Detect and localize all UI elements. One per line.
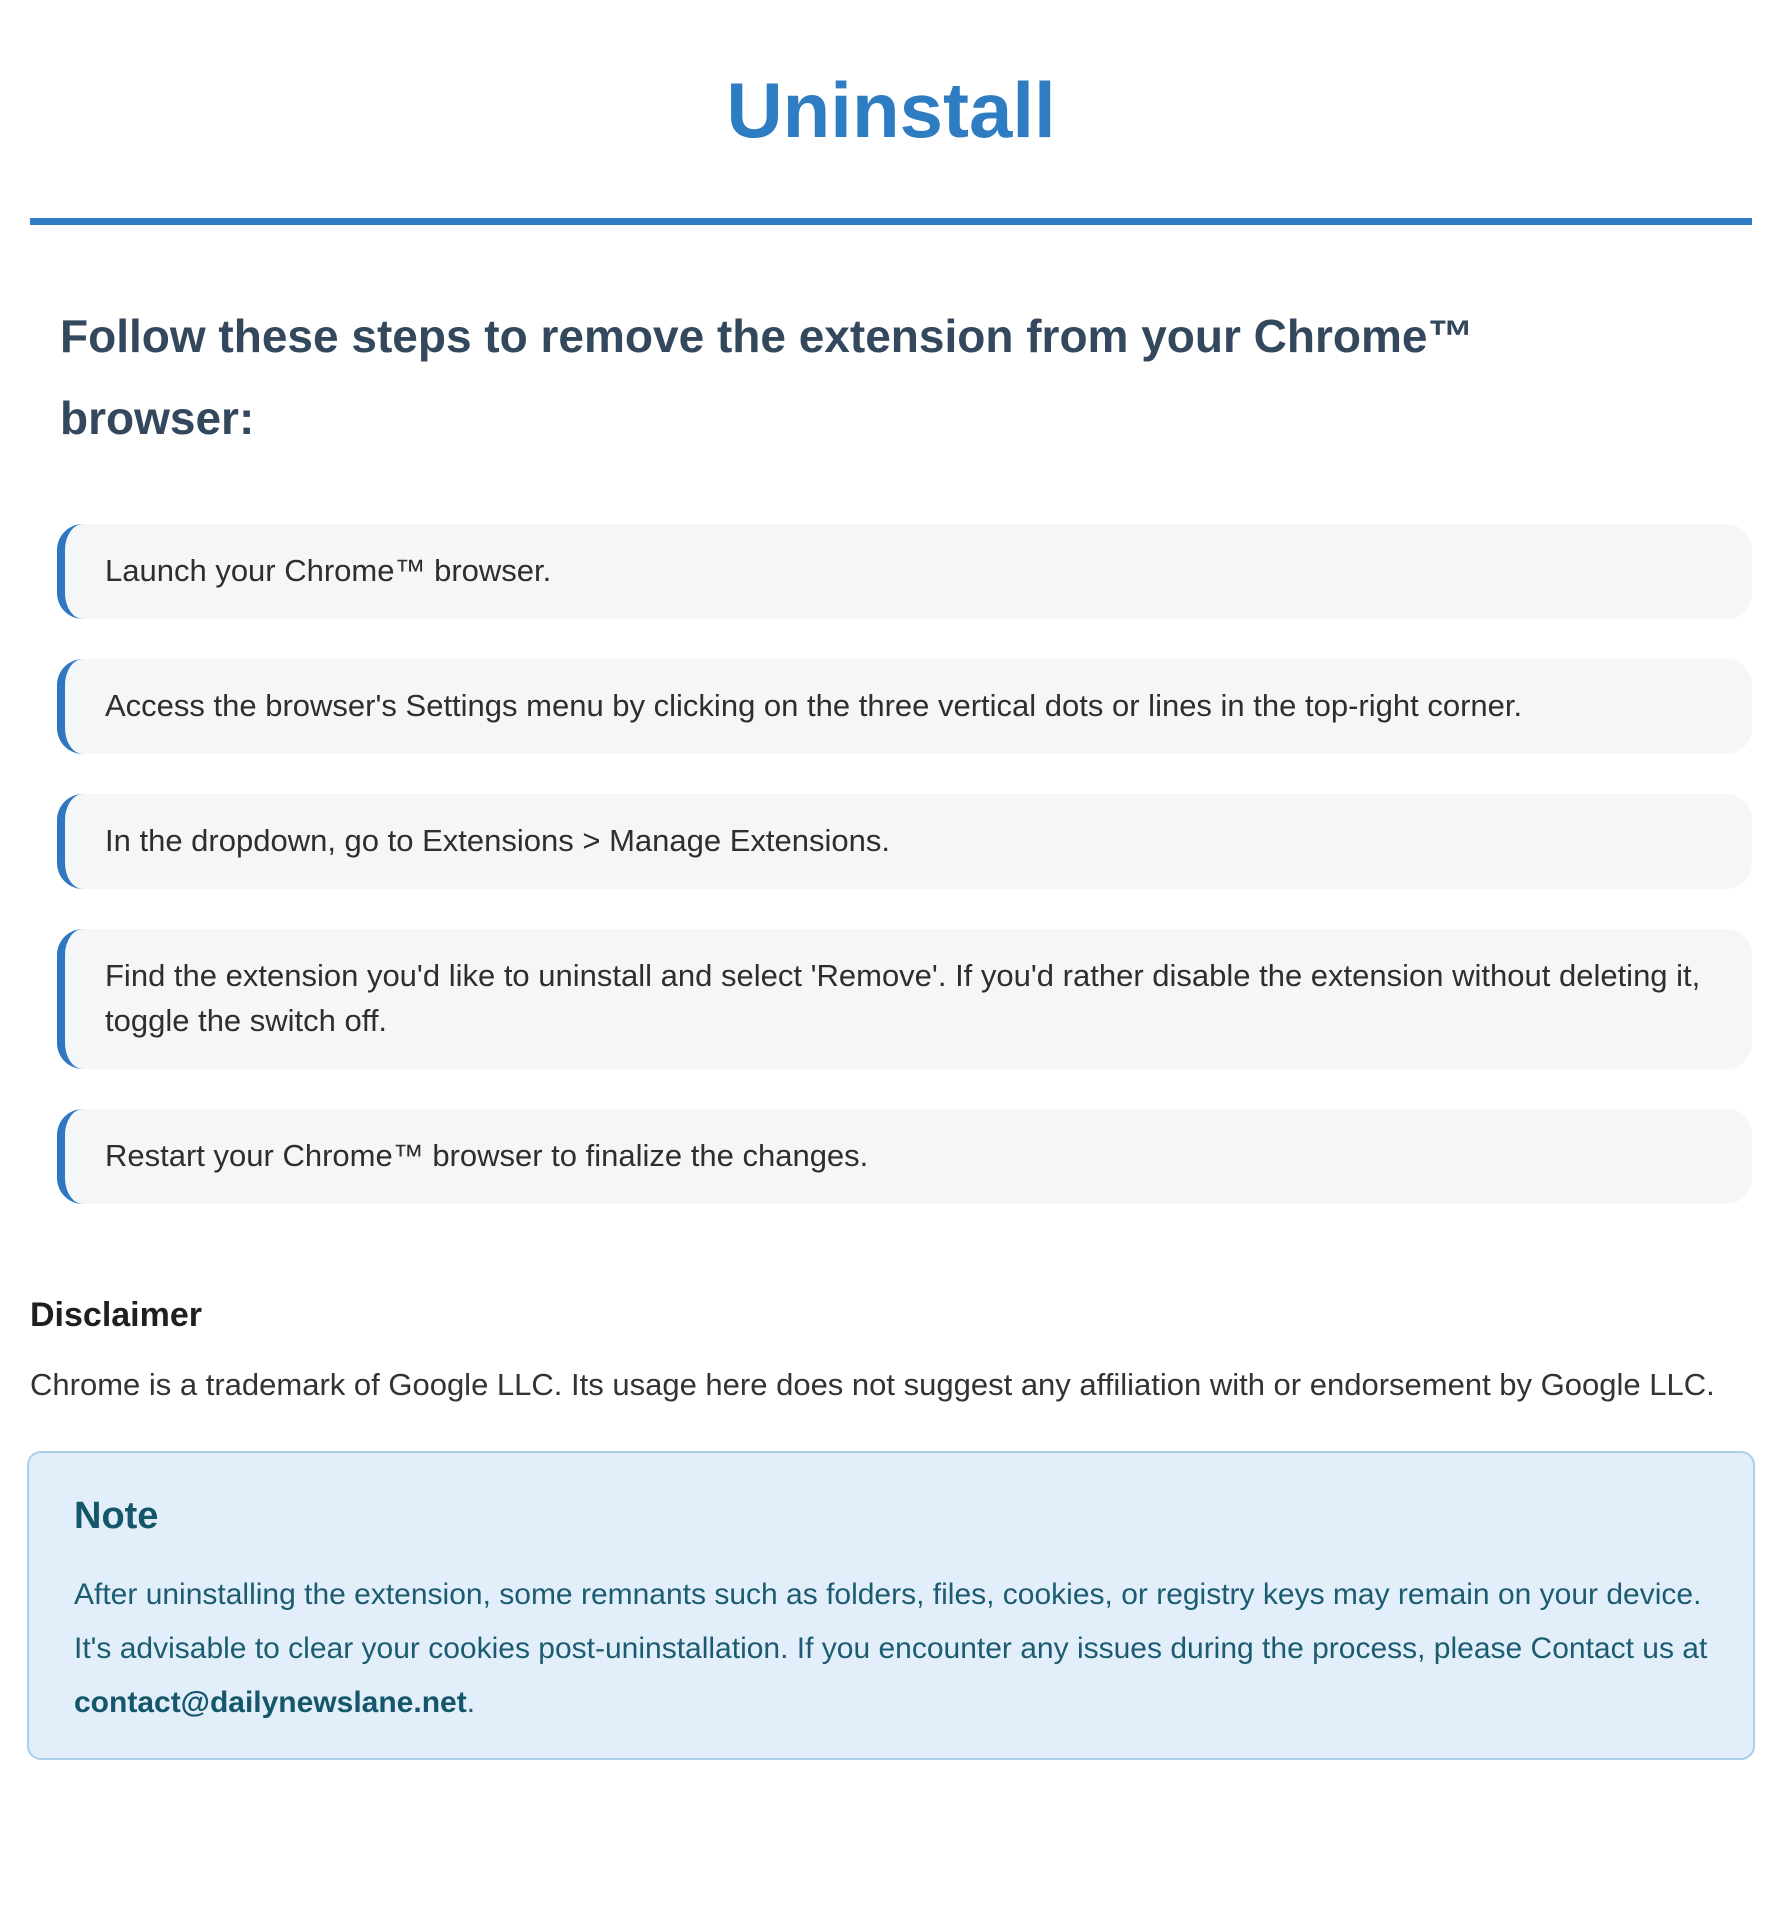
step-item-2: Access the browser's Settings menu by clicking on the three vertical dots or lines in the top-right corner. xyxy=(57,659,1752,754)
page-title: Uninstall xyxy=(726,66,1056,154)
step-item-3: In the dropdown, go to Extensions > Manage Extensions. xyxy=(57,794,1752,889)
note-box xyxy=(27,1451,1755,1760)
note-text-period: . xyxy=(466,1685,476,1719)
disclaimer-heading: Disclaimer xyxy=(30,1295,202,1334)
steps-list xyxy=(57,524,1752,1204)
step-item-1: Launch your Chrome™ browser. xyxy=(57,524,1752,619)
note-text xyxy=(74,1568,1708,1730)
contact-email-link[interactable]: contact@dailynewslane.net xyxy=(74,1685,467,1719)
disclaimer-text: Chrome is a trademark of Google LLC. Its usage here does not suggest any affiliation with or endorsement by Google LLC. xyxy=(30,1366,1715,1402)
step-item-4: Find the extension you'd like to uninstall and select 'Remove'. If you'd rather disable the extension without deleting it, toggle the switch off. xyxy=(57,929,1752,1069)
note-text-body: After uninstalling the extension, some remnants such as folders, files, cookies, or registry keys may remain on your device. It's advisable to clear your cookies post-uninstallation. If you encounter any issues during the process, please Contact us at xyxy=(74,1577,1708,1665)
step-item-5: Restart your Chrome™ browser to finalize the changes. xyxy=(57,1109,1752,1204)
note-heading: Note xyxy=(74,1494,159,1537)
title-divider xyxy=(30,218,1752,225)
steps-heading: Follow these steps to remove the extension from your Chrome™ browser: xyxy=(60,309,1474,445)
disclaimer-section xyxy=(30,1296,1752,1413)
